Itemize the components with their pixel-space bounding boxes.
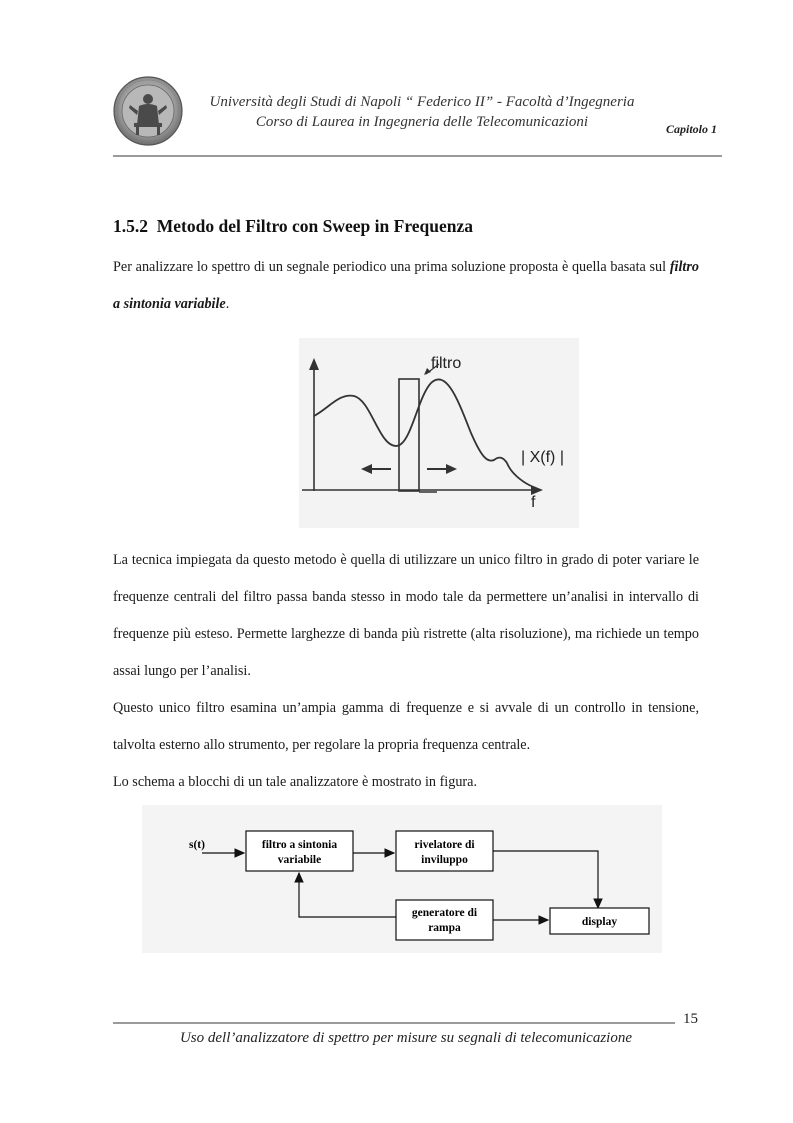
block-diagram — [142, 805, 662, 953]
body-paragraph-1: La tecnica impiegata da questo metodo è quella di utilizzare un unico filtro in grado di poter variare le frequenze centrali del filtro passa banda stesso in modo tale da permettere un’analisi in intervallo di frequenze più esteso. Permette larghezze di banda più ristrette (alta risoluzione), ma richiede un tempo assai lungo per l’analisi. — [113, 552, 699, 679]
filter-label: filtro — [431, 355, 462, 372]
detector-block-line2: inviluppo — [421, 854, 468, 866]
section-number: 1.5.2 — [113, 216, 148, 236]
section-title — [113, 216, 473, 237]
ramp-block-line2: rampa — [428, 922, 461, 934]
footer-rule — [113, 1022, 675, 1024]
header-course: Corso di Laurea in Ingegneria delle Telecomunicazioni — [255, 114, 589, 130]
intro-end: . — [225, 296, 230, 312]
intro-emphasis: filtro a sintonia variabile — [113, 259, 699, 312]
filter-block-line2: variabile — [277, 854, 322, 866]
body-paragraph-2: Questo unico filtro esamina un’ampia gamma di frequenze e si avvale di un controllo in tensione, talvolta esterno allo strumento, per regolare la propria frequenza centrale. — [113, 700, 699, 753]
footer-text: Uso dell’analizzatore di spettro per misure su segnali di telecomunicazione — [179, 1030, 633, 1046]
filter-block-line1: filtro a sintonia — [261, 839, 338, 851]
detector-block-line1: rivelatore di — [414, 839, 475, 851]
ramp-block — [396, 900, 493, 940]
frequency-axis-label: f — [531, 494, 536, 511]
display-block-label: display — [581, 916, 618, 928]
page-number: 15 — [683, 1011, 698, 1027]
intro-paragraph — [113, 249, 699, 323]
header-university: Università degli Studi di Napoli “ Federico II” - Facoltà d’Ingegneria — [209, 94, 635, 110]
section-heading: Metodo del Filtro con Sweep in Frequenza — [156, 216, 474, 236]
input-label: s(t) — [189, 839, 205, 851]
ramp-block-line1: generatore di — [411, 907, 478, 919]
intro-text: Per analizzare lo spettro di un segnale periodico una prima soluzione proposta è quella basata sul — [113, 259, 670, 275]
chapter-label: Capitolo 1 — [666, 122, 718, 136]
swept-filter-figure — [299, 338, 579, 528]
university-seal — [112, 75, 184, 147]
header-rule — [113, 155, 722, 157]
spectrum-label: | X(f) | — [521, 449, 564, 466]
body-paragraph-3: Lo schema a blocchi di un tale analizzatore è mostrato in figura. — [113, 774, 477, 790]
